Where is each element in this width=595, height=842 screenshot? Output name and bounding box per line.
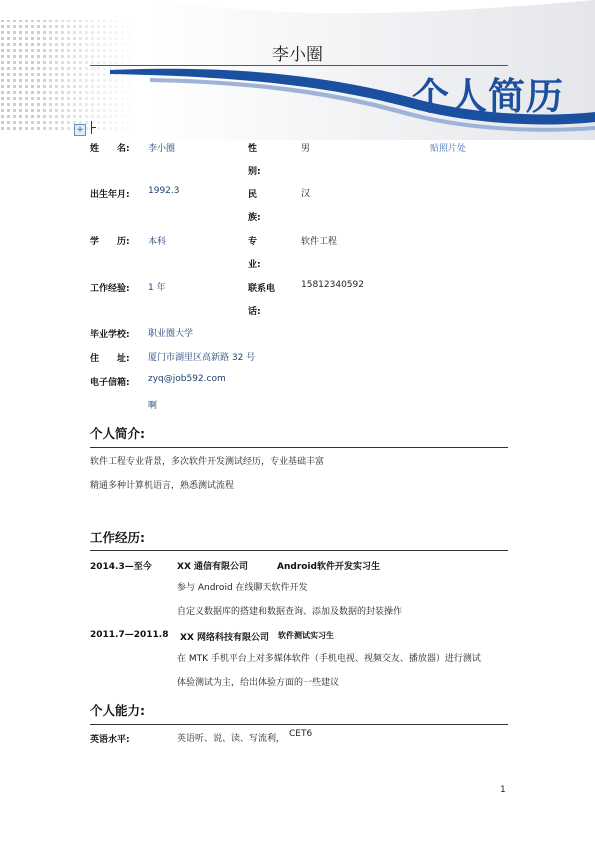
phone-value: 15812340592: [301, 280, 364, 290]
address-value: 厦门市湖里区高新路 32 号: [148, 353, 256, 363]
summary-line-2: 精通多种计算机语言，熟悉测试流程: [90, 481, 235, 491]
table-move-handle-icon[interactable]: +: [74, 124, 86, 136]
job-2-line-2: 体验测试为主，给出体验方面的一些建议: [177, 678, 340, 688]
job-2-period: 2011.7—2011.8: [90, 630, 169, 640]
english-label: 英语水平:: [90, 735, 130, 745]
job-1-company: XX 通信有限公司: [177, 562, 249, 572]
education-label: 学 历:: [90, 237, 130, 247]
email-extra: 啊: [148, 401, 158, 411]
job-2-position: 软件测试实习生: [278, 631, 334, 640]
gender-label-2: 别:: [248, 167, 261, 177]
cursor-tick: [92, 127, 96, 128]
job-1-line-2: 自定义数据库的搭建和数据查询、添加及数据的封装操作: [177, 607, 403, 617]
school-value: 职业圈大学: [148, 329, 194, 339]
skills-title: 个人能力:: [90, 703, 145, 718]
address-label: 住 址:: [90, 354, 130, 364]
job-1-position: Android软件开发实习生: [277, 562, 380, 572]
job-1-line-1: 参与 Android 在线聊天软件开发: [177, 583, 308, 593]
resume-name-heading: 李小圈: [272, 45, 323, 65]
phone-label-1: 联系电: [248, 284, 276, 294]
name-label: 姓 名:: [90, 144, 130, 154]
summary-line-1: 软件工程专业背景，多次软件开发测试经历，专业基础丰富: [90, 457, 325, 467]
banner-title: 个人简历: [412, 75, 564, 118]
major-value: 软件工程: [301, 237, 338, 247]
ethnic-label-2: 族:: [248, 213, 261, 223]
school-label: 毕业学校:: [90, 330, 130, 340]
skills-divider: [90, 724, 508, 725]
experience-years-value: 1 年: [148, 283, 166, 293]
experience-title: 工作经历:: [90, 530, 145, 545]
phone-label-2: 话:: [248, 307, 261, 317]
job-2-line-1: 在 MTK 手机平台上对多媒体软件（手机电视、视频交友、播放器）进行测试: [177, 654, 481, 664]
job-2-company: XX 网络科技有限公司: [180, 633, 270, 643]
birth-value: 1992.3: [148, 186, 180, 196]
page-number: 1: [500, 785, 506, 795]
gender-label-1: 性: [248, 144, 258, 154]
email-label: 电子信箱:: [90, 378, 130, 388]
education-value: 本科: [148, 237, 167, 247]
english-value: 英语听、说、读、写流利，: [177, 734, 286, 744]
major-label-1: 专: [248, 237, 258, 247]
name-value: 李小圈: [148, 144, 176, 154]
english-cert: CET6: [289, 729, 313, 739]
birth-label: 出生年月:: [90, 190, 130, 200]
summary-divider: [90, 447, 508, 448]
photo-placeholder: 贴照片处: [430, 144, 467, 154]
experience-years-label: 工作经验:: [90, 284, 130, 294]
job-1-period: 2014.3—至今: [90, 562, 152, 572]
gender-value: 男: [301, 144, 311, 154]
email-value: zyq@job592.com: [148, 374, 226, 384]
major-label-2: 业:: [248, 260, 261, 270]
experience-divider: [90, 550, 508, 551]
ethnic-label-1: 民: [248, 190, 258, 200]
ethnic-value: 汉: [301, 189, 311, 199]
summary-title: 个人简介:: [90, 426, 145, 441]
